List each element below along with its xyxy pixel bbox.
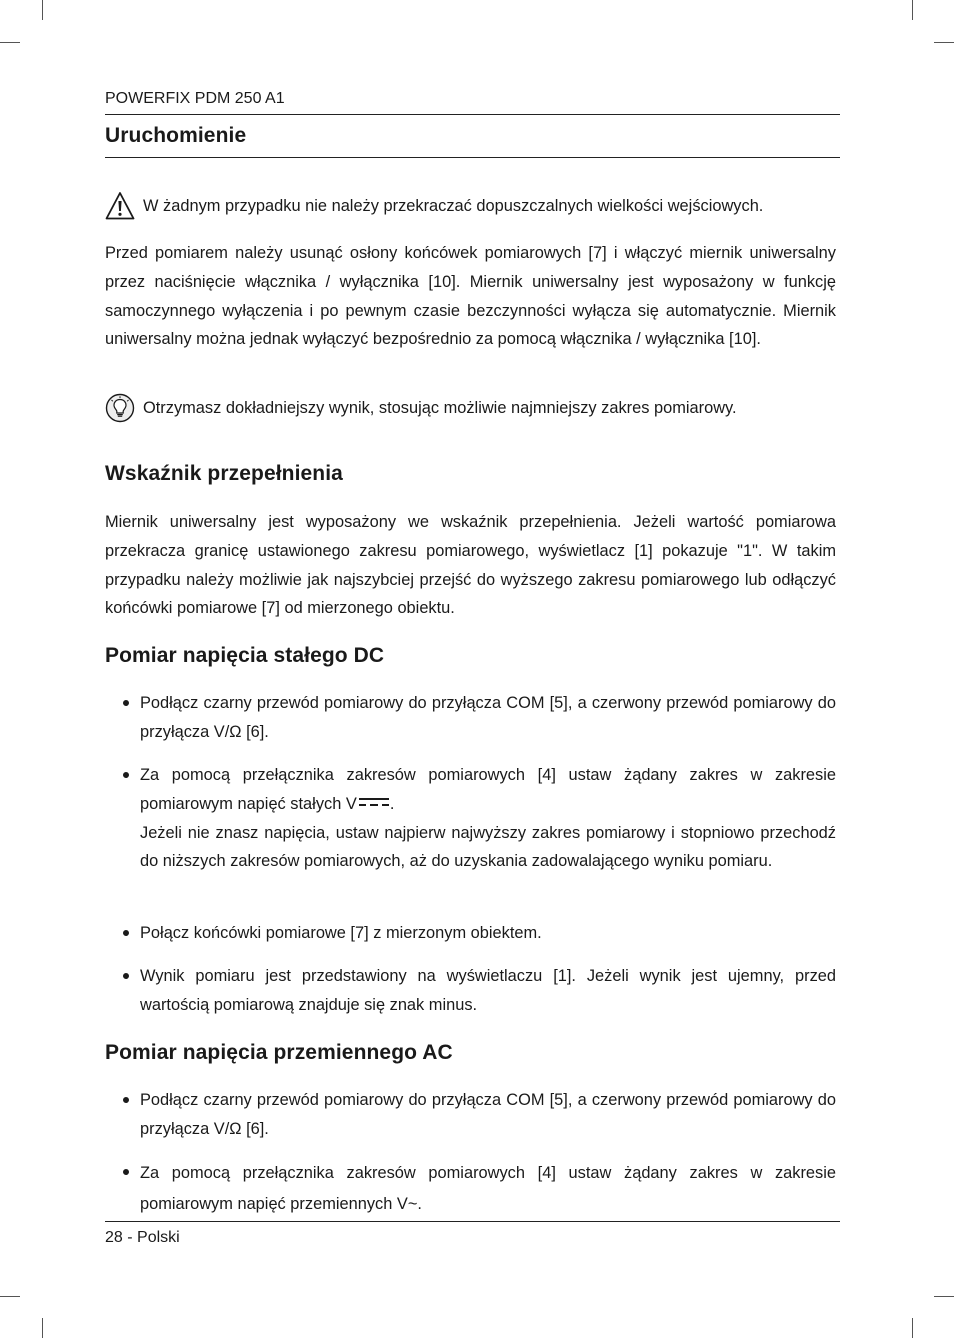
list-item: [123, 962, 836, 1020]
warning-text: W żadnym przypadku nie należy przekraczać dopuszczalnych wielkości wejściowych.: [143, 197, 764, 215]
section-title-dc: Pomiar napięcia stałego DC: [105, 644, 385, 667]
list-item: [123, 919, 836, 948]
section-title-overflow: Wskaźnik przepełnienia: [105, 462, 343, 485]
crop-mark: [0, 42, 20, 43]
crop-mark: [912, 0, 913, 20]
page-footer: 28 - Polski: [105, 1229, 180, 1246]
lightbulb-tip-icon: [105, 393, 135, 423]
ac-step-1: Podłącz czarny przewód pomiarowy do przyłącza COM [5], a czerwony przewód pomiarowy do przyłącza V/Ω [6].: [140, 1091, 836, 1138]
dc-step-3: Połącz końcówki pomiarowe [7] z mierzonym obiektem.: [140, 924, 542, 942]
dc-voltage-symbol-icon: [358, 796, 390, 808]
warning-note: [105, 191, 840, 221]
section-title-start: Uruchomienie: [105, 124, 247, 147]
list-item: [123, 689, 836, 747]
running-header: POWERFIX PDM 250 A1: [105, 90, 285, 107]
overflow-paragraph: Miernik uniwersalny jest wyposażony we wskaźnik przepełnienia. Jeżeli wartość pomiarowa przekracza granicę ustawionego zakresu pomiarowego, wyświetlacz [1] pokazuje "1". W takim przypadku należy możliwie jak najszybciej przejść do wyższego zakresu pomiarowego lub odłączyć końcówki pomiarowe [7] od mierzonego obiektu.: [105, 513, 836, 618]
crop-mark: [934, 42, 954, 43]
dc-step-2-end: .: [389, 794, 395, 813]
crop-mark: [42, 0, 43, 20]
bullet: [123, 973, 129, 979]
dc-step-4: Wynik pomiaru jest przedstawiony na wyświetlaczu [1]. Jeżeli wynik jest ujemny, przed wartością pomiarową znajduje się znak minus.: [140, 967, 836, 1014]
ac-step-2: Za pomocą przełącznika zakresów pomiarowych [4] ustaw żądany zakres w zakresie pomiarowym napięć przemiennych V~.: [140, 1164, 836, 1213]
tip-text: Otrzymasz dokładniejszy wynik, stosując możliwie najmniejszy zakres pomiarowy.: [143, 399, 737, 417]
tip-note: [105, 393, 840, 423]
dc-step-2-text: Za pomocą przełącznika zakresów pomiarowych [4] ustaw żądany zakres w zakresie pomiarowym napięć stałych V: [140, 766, 836, 813]
bullet: [123, 930, 129, 936]
header-rule: [105, 114, 840, 115]
crop-mark: [42, 1318, 43, 1338]
start-paragraph: Przed pomiarem należy usunąć osłony końcówek pomiarowych [7] i włączyć miernik uniwersalny przez naciśnięcie włącznika / wyłącznika [10]. Miernik uniwersalny jest wyposażony w funkcję samoczynnego wyłączenia i po pewnym czasie bezczynności wyłącza się automatycznie. Miernik uniwersalny można jednak wyłączyć bezpośrednio za pomocą włącznika / wyłącznika [10].: [105, 244, 836, 349]
dc-step-1: Podłącz czarny przewód pomiarowy do przyłącza COM [5], a czerwony przewód pomiarowy do przyłącza V/Ω [6].: [140, 694, 836, 741]
section-rule: [105, 157, 840, 158]
crop-mark: [0, 1296, 20, 1297]
bullet: [123, 1097, 129, 1103]
bullet: [123, 700, 129, 706]
bullet: [123, 772, 129, 778]
crop-mark: [912, 1318, 913, 1338]
bullet: [123, 1169, 129, 1175]
footer-rule: [105, 1221, 840, 1222]
list-item: [123, 1158, 836, 1219]
dc-step-2: [140, 761, 836, 876]
warning-triangle-icon: [105, 191, 135, 221]
crop-mark: [934, 1296, 954, 1297]
section-title-ac: Pomiar napięcia przemiennego AC: [105, 1041, 453, 1064]
dc-step-2-hint: Jeżeli nie znasz napięcia, ustaw najpierw najwyższy zakres pomiarowy i stopniowo przechodź do niższych zakresów pomiarowych, aż do uzyskania zadowalającego wyniku pomiaru.: [140, 823, 836, 871]
list-item: [123, 1086, 836, 1144]
list-item: [123, 761, 836, 876]
